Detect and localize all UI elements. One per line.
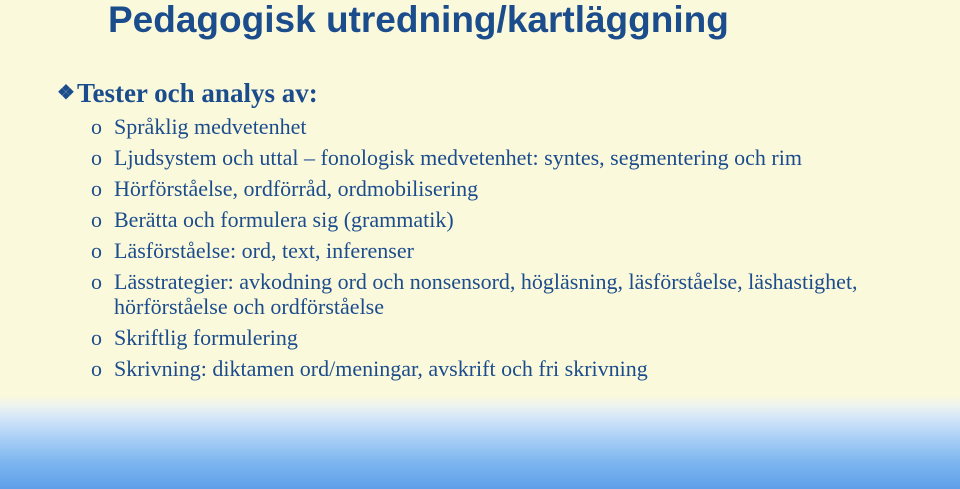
list-item — [91, 356, 891, 381]
list-item — [91, 269, 891, 319]
diamond-bullet-icon: ❖ — [57, 82, 75, 104]
circle-bullet-icon: o — [91, 269, 102, 294]
list-item — [91, 207, 891, 232]
circle-bullet-icon: o — [91, 325, 102, 350]
list-item-text: Ljudsystem och uttal – fonologisk medvetenhet: syntes, segmentering och rim — [114, 145, 802, 170]
list-item-text: Skrivning: diktamen ord/meningar, avskrift och fri skrivning — [114, 356, 648, 381]
list-item-text: Hörförståelse, ordförråd, ordmobilisering — [114, 176, 479, 201]
list-item-text: Språklig medvetenhet — [114, 114, 307, 139]
list-item — [91, 325, 891, 350]
section-heading-text: Tester och analys av: — [76, 78, 318, 108]
list-item-text: Skriftlig formulering — [114, 325, 298, 350]
list-item-text: Läsförståelse: ord, text, inferenser — [114, 238, 414, 263]
list-item-text: Lässtrategier: avkodning ord och nonsensord, högläsning, läsförståelse, läshastighet, hörförståelse och ordförståelse — [114, 269, 858, 319]
test-list — [91, 114, 891, 387]
circle-bullet-icon: o — [91, 238, 102, 263]
circle-bullet-icon: o — [91, 114, 102, 139]
circle-bullet-icon: o — [91, 356, 102, 381]
circle-bullet-icon: o — [91, 207, 102, 232]
circle-bullet-icon: o — [91, 176, 102, 201]
circle-bullet-icon: o — [91, 145, 102, 170]
list-item — [91, 114, 891, 139]
list-item — [91, 145, 891, 170]
list-item — [91, 238, 891, 263]
slide-title: Pedagogisk utredning/kartläggning — [108, 0, 729, 40]
list-item-text: Berätta och formulera sig (grammatik) — [114, 207, 454, 232]
list-item — [91, 176, 891, 201]
section-heading — [57, 78, 318, 108]
